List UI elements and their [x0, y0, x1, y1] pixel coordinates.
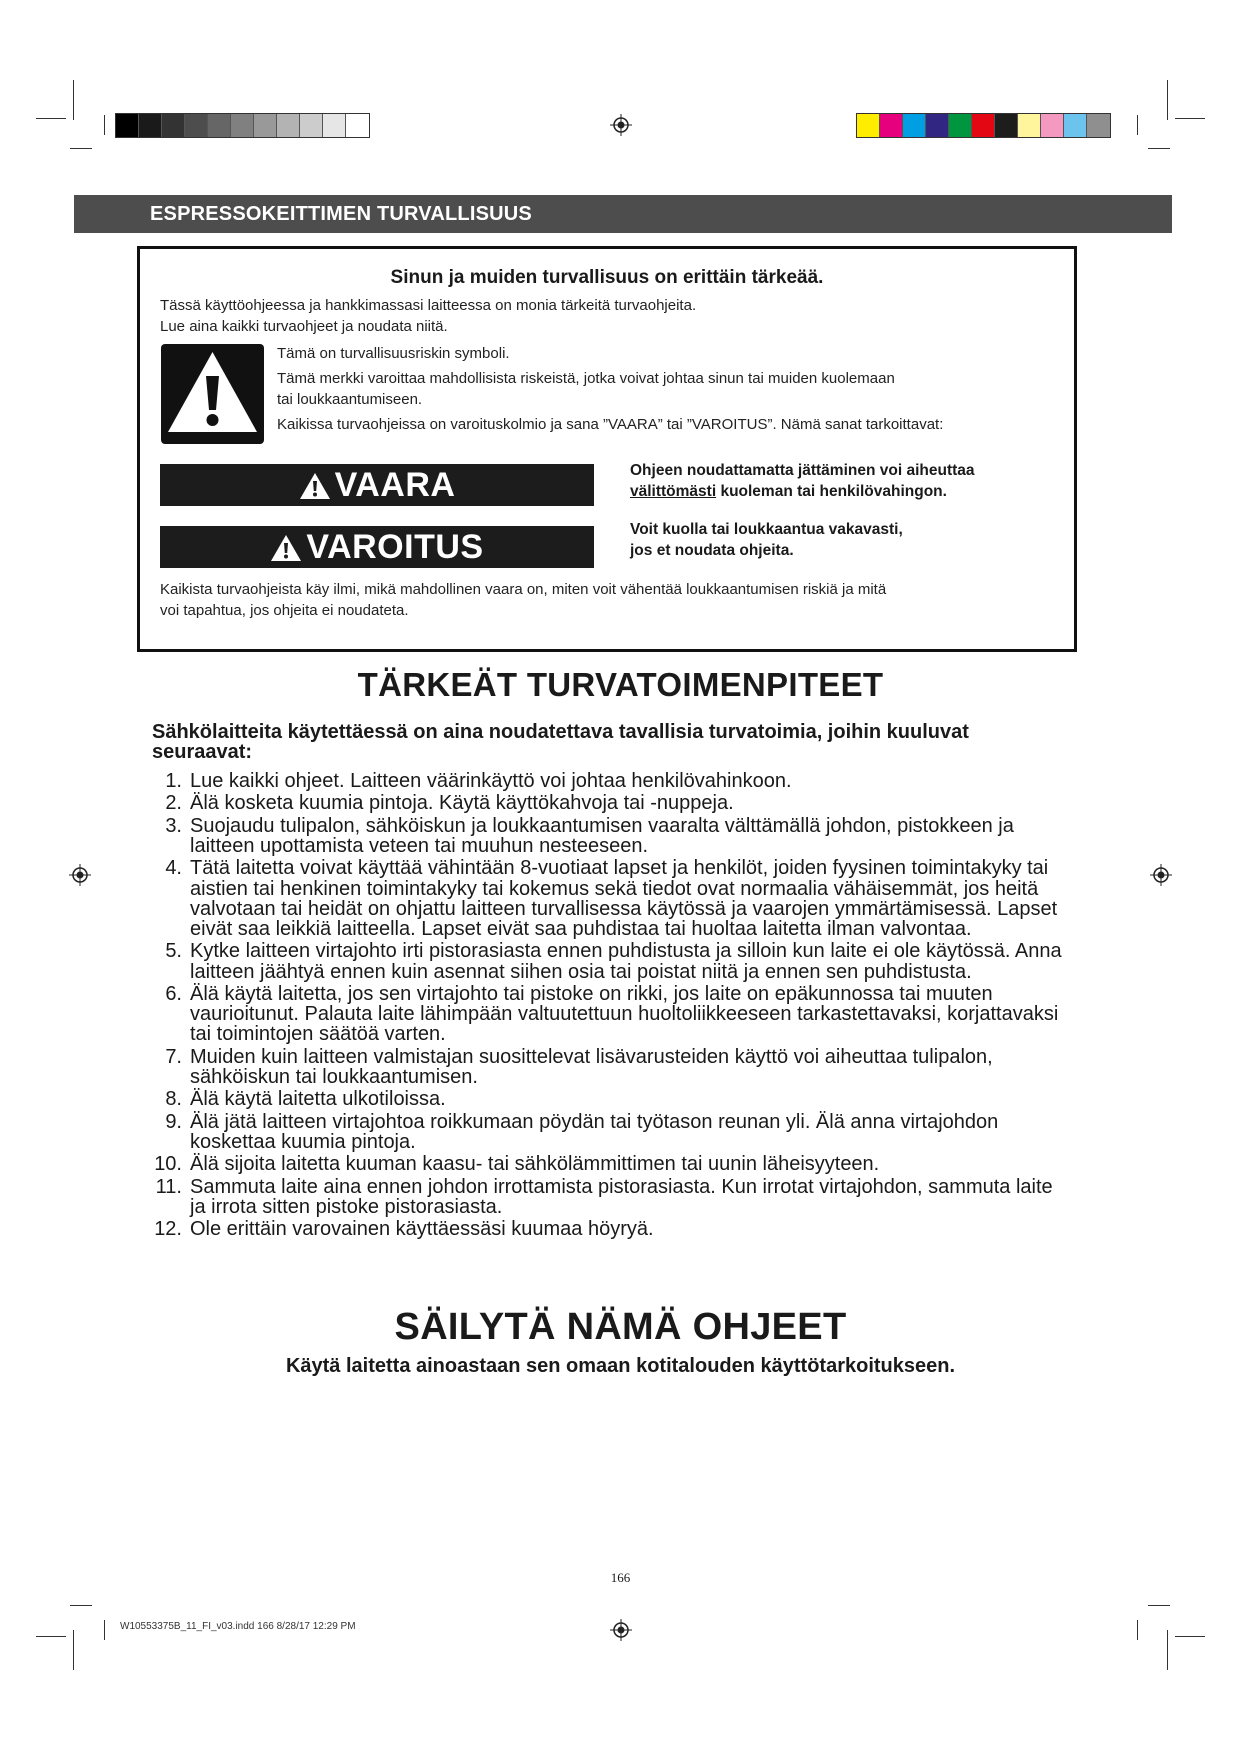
registration-mark-left-icon — [69, 864, 91, 886]
list-item — [140, 984, 1070, 1045]
list-item — [140, 858, 1070, 939]
calibration-swatch — [346, 114, 369, 137]
registration-mark-right-icon — [1150, 864, 1172, 886]
symbol-line-2: Tämä merkki varoittaa mahdollisista riskeistä, jotka voivat johtaa sinun tai muiden kuolemaan — [277, 370, 895, 387]
rule-text: Älä sijoita laitetta kuuman kaasu- tai sähkölämmittimen tai uunin läheisyyteen. — [190, 1153, 880, 1176]
rule-number: 12. — [154, 1218, 182, 1241]
color-calibration-strip — [856, 113, 1111, 138]
safety-footer-line-1: Kaikista turvaohjeista käy ilmi, mikä mahdollinen vaara on, miten voit vähentää loukkaantumisen riskiä ja mitä — [160, 581, 887, 598]
rule-text: Kytke laitteen virtajohto irti pistorasiasta ennen puhdistusta ja silloin kun laite ei ole käytössä. Anna laitteen jäähtyä ennen kuin asennat siihen osia tai poistat niitä ja ennen sen puhdistusta. — [190, 940, 1062, 983]
warning-description — [630, 519, 903, 561]
calibration-swatch — [972, 114, 995, 137]
section-title: ESPRESSOKEITTIMEN TURVALLISUUS — [150, 203, 532, 225]
rule-text: Suojaudu tulipalon, sähköiskun ja loukkaantumisen vaaralta välttämällä johdon, pistokkeen ja laitteen upottamista veteen tai muuhun nesteeseen. — [190, 814, 1014, 857]
intro-paragraph: Sähkölaitteita käytettäessä on aina noudatettava tavallisia turvatoimia, joihin kuuluvat seuraavat: — [152, 721, 969, 763]
safety-rules-list — [140, 771, 1070, 1242]
rule-number: 3. — [165, 814, 182, 837]
calibration-swatch — [139, 114, 162, 137]
rule-text: Tätä laitetta voivat käyttää vähintään 8-vuotiaat lapset ja henkilöt, joiden fyysinen toimintakyky tai aistien tai henkinen toimintakyky tai kokemus sekä tiedot ovat normaalia vähäisemmät, jos heitä valvotaan tai heidät on ohjattu laitteen turvallisessa käytössä ja vaarojen ymmärtämisessä. Lapset eivät saa leikkiä laitteella. Lapset eivät saa puhdistaa tai huoltaa laitetta ilman valvontaa. — [190, 857, 1058, 940]
rule-number: 2. — [165, 792, 182, 815]
list-item — [140, 1154, 1070, 1174]
danger-description — [630, 460, 975, 502]
rule-text: Älä käytä laitetta, jos sen virtajohto tai pistoke on rikki, jos laite on epäkunnossa tai muuten vaurioitunut. Palauta laite lähimpään valtuutettuun huoltoliikkeeseen tarkastettavaksi, korjattavaksi tai toimintojen säätöä varten. — [190, 982, 1059, 1046]
calibration-swatch — [1064, 114, 1087, 137]
rule-text: Lue kaikki ohjeet. Laitteen väärinkäyttö voi johtaa henkilövahinkoon. — [190, 770, 792, 792]
warning-text-line-1: Voit kuolla tai loukkaantua vakavasti, — [630, 521, 903, 538]
safety-box-title: Sinun ja muiden turvallisuus on erittäin tärkeää. — [390, 267, 824, 288]
calibration-swatch — [880, 114, 903, 137]
grayscale-calibration-strip — [115, 113, 370, 138]
symbol-line-1: Tämä on turvallisuusriskin symboli. — [277, 345, 510, 362]
registration-mark-top-icon — [610, 114, 632, 136]
calibration-swatch — [949, 114, 972, 137]
rule-text: Älä käytä laitetta ulkotiloissa. — [190, 1088, 446, 1111]
safety-alert-symbol — [161, 344, 264, 444]
warning-small-triangle-icon — [270, 534, 302, 562]
safety-footer-line-2: voi tapahtua, jos ohjeita ei noudateta. — [160, 602, 409, 619]
calibration-swatch — [185, 114, 208, 137]
save-instructions-title: SÄILYTÄ NÄMÄ OHJEET — [394, 1306, 847, 1348]
rule-number: 9. — [165, 1110, 182, 1133]
calibration-swatch — [926, 114, 949, 137]
danger-triangle-icon — [299, 472, 331, 500]
list-item — [140, 1047, 1070, 1087]
rule-number: 5. — [165, 940, 182, 963]
calibration-swatch — [208, 114, 231, 137]
registration-mark-bottom-icon — [610, 1619, 632, 1641]
calibration-swatch — [323, 114, 346, 137]
danger-text-underlined: välittömästi — [630, 483, 717, 500]
calibration-swatch — [162, 114, 185, 137]
rule-text: Älä jätä laitteen virtajohtoa roikkumaan pöydän tai työtason reunan yli. Älä anna virtajohdon koskettaa kuumia pintoja. — [190, 1110, 999, 1153]
safety-intro-line-2: Lue aina kaikki turvaohjeet ja noudata niitä. — [160, 318, 448, 335]
rule-text: Älä kosketa kuumia pintoja. Käytä käyttökahvoja tai -nuppeja. — [190, 792, 734, 815]
calibration-swatch — [857, 114, 880, 137]
safety-notice-box — [137, 246, 1077, 652]
calibration-swatch — [1018, 114, 1041, 137]
list-item — [140, 1177, 1070, 1217]
page-number: 166 — [610, 1570, 631, 1585]
calibration-swatch — [116, 114, 139, 137]
print-slug: W10553375B_11_FI_v03.indd 166 8/28/17 12:29 PM — [120, 1621, 356, 1632]
list-item — [140, 771, 1070, 791]
rule-text: Ole erittäin varovainen käyttäessäsi kuumaa höyryä. — [190, 1218, 654, 1241]
list-item — [140, 1219, 1070, 1239]
list-item — [140, 941, 1070, 981]
calibration-swatch — [903, 114, 926, 137]
warning-triangle-icon — [161, 344, 264, 444]
rule-text: Sammuta laite aina ennen johdon irrottamista pistorasiasta. Kun irrotat virtajohdon, sammuta laite ja irrota sitten pistoke pistorasiasta. — [190, 1175, 1053, 1218]
safety-intro-line-1: Tässä käyttöohjeessa ja hankkimassasi laitteessa on monia tärkeitä turvaohjeita. — [160, 297, 697, 314]
warning-text-line-2: jos et noudata ohjeita. — [630, 542, 794, 559]
rule-number: 6. — [165, 982, 182, 1005]
list-item — [140, 816, 1070, 856]
danger-text-line-1: Ohjeen noudattamatta jättäminen voi aiheuttaa — [630, 462, 975, 479]
danger-signal-word — [160, 464, 594, 506]
calibration-swatch — [231, 114, 254, 137]
rule-number: 7. — [165, 1045, 182, 1068]
list-item — [140, 793, 1070, 813]
list-item — [140, 1089, 1070, 1109]
save-instructions-subtitle: Käytä laitetta ainoastaan sen omaan kotitalouden käyttötarkoitukseen. — [285, 1355, 956, 1377]
rule-text: Muiden kuin laitteen valmistajan suosittelevat lisävarusteiden käyttö voi aiheuttaa tulipalon, sähköiskun tai loukkaantumisen. — [190, 1045, 993, 1088]
calibration-swatch — [254, 114, 277, 137]
danger-text-rest: kuoleman tai henkilövahingon. — [716, 483, 947, 500]
danger-text-line-2 — [630, 481, 975, 502]
list-item — [140, 1112, 1070, 1152]
rule-number: 1. — [165, 770, 182, 792]
rule-number: 8. — [165, 1088, 182, 1111]
warning-signal-word — [160, 526, 594, 568]
symbol-line-3: tai loukkaantumiseen. — [277, 391, 423, 408]
calibration-swatch — [995, 114, 1018, 137]
calibration-swatch — [300, 114, 323, 137]
rule-number: 4. — [165, 857, 182, 880]
rule-number: 11. — [155, 1175, 182, 1198]
page-title: TÄRKEÄT TURVATOIMENPITEET — [357, 666, 884, 703]
rule-number: 10. — [154, 1153, 182, 1176]
warning-label: VAROITUS — [306, 528, 484, 566]
danger-label: VAARA — [334, 466, 456, 504]
calibration-swatch — [1041, 114, 1064, 137]
section-header-bar — [74, 195, 1172, 233]
symbol-line-4: Kaikissa turvaohjeissa on varoituskolmio ja sana ”VAARA” tai ”VAROITUS”. Nämä sanat tarkoittavat: — [277, 416, 944, 433]
calibration-swatch — [277, 114, 300, 137]
calibration-swatch — [1087, 114, 1110, 137]
